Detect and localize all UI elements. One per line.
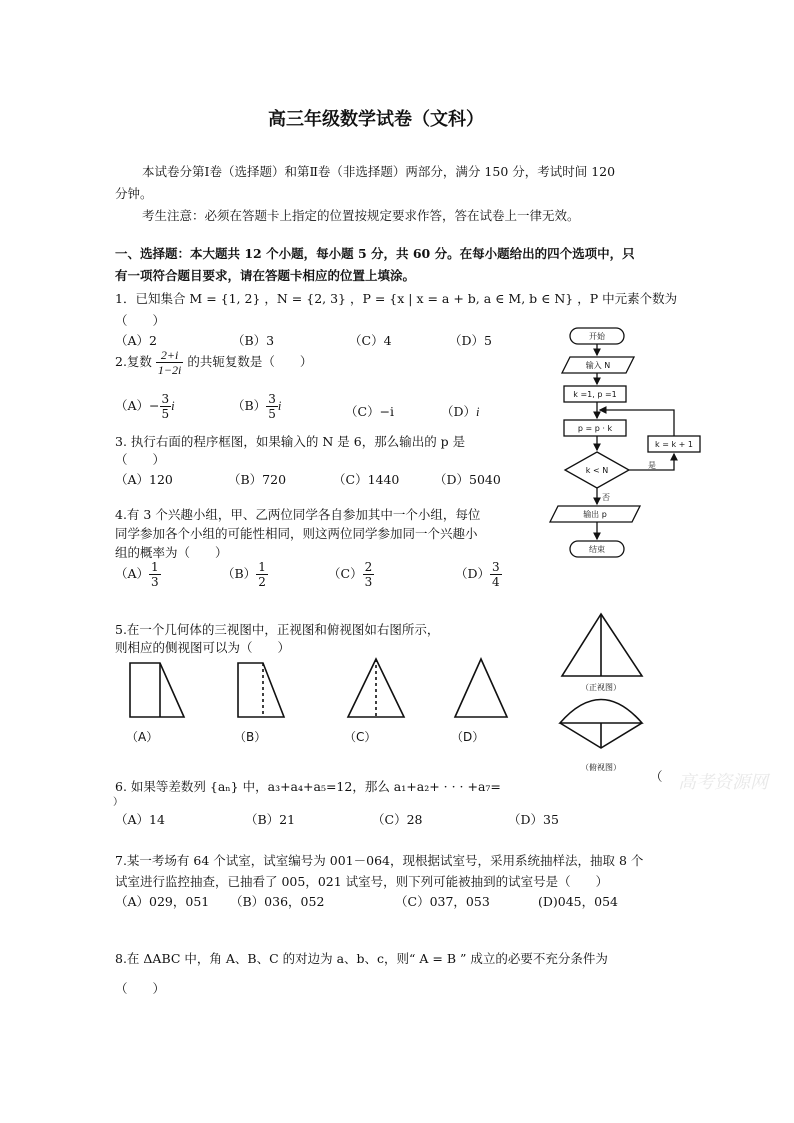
- q4-line-2: 同学参加各个小组的可能性相同，则这两位同学参加同一个兴趣小: [115, 526, 478, 541]
- q4-option-d-den: 4: [492, 575, 500, 589]
- q3-option-a: （A）120: [115, 472, 173, 487]
- q3-option-d: （D）5040: [434, 472, 501, 487]
- q1-option-d: （D）5: [449, 333, 492, 348]
- q4-option-b-label: （B）: [222, 566, 257, 581]
- q5-option-a-figure: [130, 663, 184, 717]
- q2-option-a-label: （A）−: [115, 398, 160, 413]
- q7-option-b: （B）036，052: [230, 894, 325, 909]
- q7-option-d: (D)045，054: [538, 894, 618, 909]
- q6-stem: 6. 如果等差数列 {aₙ} 中，a₃+a₄+a₅=12，那么 a₁+a₂+ · · · +a₇=: [115, 779, 501, 794]
- q4-option-a-num: 1: [151, 560, 159, 574]
- q4-option-a-label: （A）: [115, 566, 150, 581]
- q4-option-d-label: （D）: [455, 566, 491, 581]
- intro-line-2: 分钟。: [115, 186, 153, 201]
- q6-option-c: （C）28: [372, 812, 423, 827]
- flowchart-condition-label: k < N: [585, 466, 609, 475]
- section-heading-line-2: 有一项符合题目要求，请在答题卡相应的位置上填涂。: [115, 268, 416, 283]
- flowchart-end-label: 结束: [589, 545, 605, 554]
- flowchart-no-label: 否: [602, 493, 610, 502]
- q1-paren: （ ）: [115, 313, 166, 328]
- front-view-figure: [562, 614, 642, 676]
- flowchart-input-label: 输入 N: [585, 361, 611, 370]
- q4-option-a-den: 3: [151, 575, 159, 589]
- flowchart-increment-label: k = k + 1: [655, 440, 693, 449]
- q2-denominator: 1−2i: [157, 363, 182, 377]
- q7-line-1: 7.某一考场有 64 个试室，试室编号为 001－064，现根据试室号，采用系统抽样法，抽取 8 个: [115, 853, 644, 868]
- q2-option-b-den: 5: [268, 407, 276, 421]
- q4-option-c: [328, 560, 374, 589]
- q7-option-a: （A）029，051: [115, 894, 210, 909]
- q5-option-d-figure: [455, 659, 507, 717]
- q5-label-a: （A）: [126, 730, 159, 744]
- q4-option-c-label: （C）: [328, 566, 363, 581]
- intro-line-3: 考生注意：必须在答题卡上指定的位置按规定要求作答，答在试卷上一律无效。: [142, 208, 580, 223]
- q4-line-1: 4.有 3 个兴趣小组，甲、乙两位同学各自参加其中一个小组，每位: [115, 507, 481, 522]
- q4-line-3: 组的概率为（ ）: [115, 545, 228, 560]
- top-view-figure: [560, 700, 642, 749]
- q5-option-c-figure: [348, 659, 404, 717]
- q5-label-d: （D）: [451, 730, 485, 744]
- q2-option-d-label: （D）: [441, 404, 477, 419]
- q4-option-c-num: 2: [364, 560, 373, 574]
- q4-option-b-num: 1: [258, 560, 266, 574]
- flowchart: [540, 322, 710, 562]
- q3-option-b: （B）720: [228, 472, 287, 487]
- q5-option-b-figure: [238, 663, 284, 717]
- q4-option-b: [222, 560, 268, 589]
- q7-option-c: （C）037，053: [395, 894, 490, 909]
- q4-option-a: [115, 560, 161, 589]
- section-heading-line-1: 一、选择题：本大题共 12 个小题，每小题 5 分，共 60 分。在每小题给出的四个选项中，只: [115, 246, 635, 261]
- q2-option-b-label: （B）: [232, 398, 267, 413]
- q2-stem: [115, 348, 312, 377]
- q2-option-d-var: i: [476, 405, 480, 419]
- flowchart-update-label: p = p · k: [577, 424, 613, 433]
- q5-line-1: 5.在一个几何体的三视图中，正视图和俯视图如右图所示，: [115, 622, 440, 637]
- q8-paren: （ ）: [115, 981, 166, 996]
- q2-option-a-den: 5: [161, 407, 170, 421]
- q5-label-c: （C）: [344, 730, 377, 744]
- q1-option-b: （B）3: [232, 333, 275, 348]
- q6-paren-open: （: [650, 769, 663, 784]
- flowchart-yes-label: 是: [648, 461, 656, 470]
- q2-option-a: [115, 392, 175, 421]
- q2-prefix: 2.复数: [115, 354, 152, 369]
- intro-line-1: 本试卷分第Ⅰ卷（选择题）和第Ⅱ卷（非选择题）两部分，满分 150 分，考试时间 120: [142, 164, 616, 179]
- q2-option-c: （C）−i: [345, 404, 395, 419]
- q7-line-2: 试室进行监控抽查，已抽看了 005，021 试室号，则下列可能被抽到的试室号是（ ）: [115, 874, 609, 889]
- q3-paren: （ ）: [115, 452, 166, 467]
- q4-option-c-den: 3: [364, 575, 373, 589]
- flowchart-init-label: k =1, p =1: [573, 390, 617, 399]
- q5-side-view-options: [118, 655, 518, 750]
- q5-label-b: （B）: [234, 730, 267, 744]
- q2-option-a-num: 3: [161, 392, 170, 406]
- q2-option-a-var: i: [171, 399, 175, 413]
- q6-option-b: （B）21: [245, 812, 296, 827]
- q1-option-c: （C）4: [349, 333, 392, 348]
- page-title: 高三年级数学试卷（文科）: [268, 109, 484, 130]
- q4-option-b-den: 2: [258, 575, 266, 589]
- q6-option-d: （D）35: [508, 812, 559, 827]
- q2-option-d: [441, 402, 480, 420]
- top-view-caption: （俯视图）: [581, 763, 621, 772]
- q1-option-a: （A）2: [115, 333, 157, 348]
- q5-three-view-figures: [548, 608, 658, 778]
- q6-option-a: （A）14: [115, 812, 165, 827]
- q2-numerator: 2+i: [156, 348, 183, 363]
- q5-line-2: 则相应的侧视图可以为（ ）: [115, 640, 291, 655]
- flowchart-start-label: 开始: [589, 332, 605, 341]
- q2-option-b: [232, 392, 281, 421]
- q2-option-b-num: 3: [268, 392, 276, 406]
- q2-suffix: 的共轭复数是（ ）: [187, 354, 313, 369]
- watermark: 高考资源网: [678, 772, 768, 793]
- flowchart-output-label: 输出 p: [583, 510, 607, 519]
- q3-stem: 3. 执行右面的程序框图，如果输入的 N 是 6，那么输出的 p 是: [115, 434, 466, 449]
- q4-option-d-num: 3: [492, 560, 500, 574]
- q3-option-c: （C）1440: [333, 472, 400, 487]
- q8-line-1: 8.在 ΔABC 中，角 A、B、C 的对边为 a、b、c，则“ A = B ” 成立的必要不充分条件为: [115, 951, 608, 966]
- q1-stem: 1．已知集合 M = {1, 2} ，N = {2, 3} ，P = {x | x = a + b, a ∈ M, b ∈ N} ，P 中元素个数为: [115, 291, 678, 306]
- q6-paren-close: ）: [113, 797, 123, 808]
- q4-option-d: [455, 560, 502, 589]
- q2-option-b-var: i: [277, 399, 282, 413]
- front-view-caption: （正视图）: [581, 683, 621, 692]
- q2-fraction: [156, 348, 183, 377]
